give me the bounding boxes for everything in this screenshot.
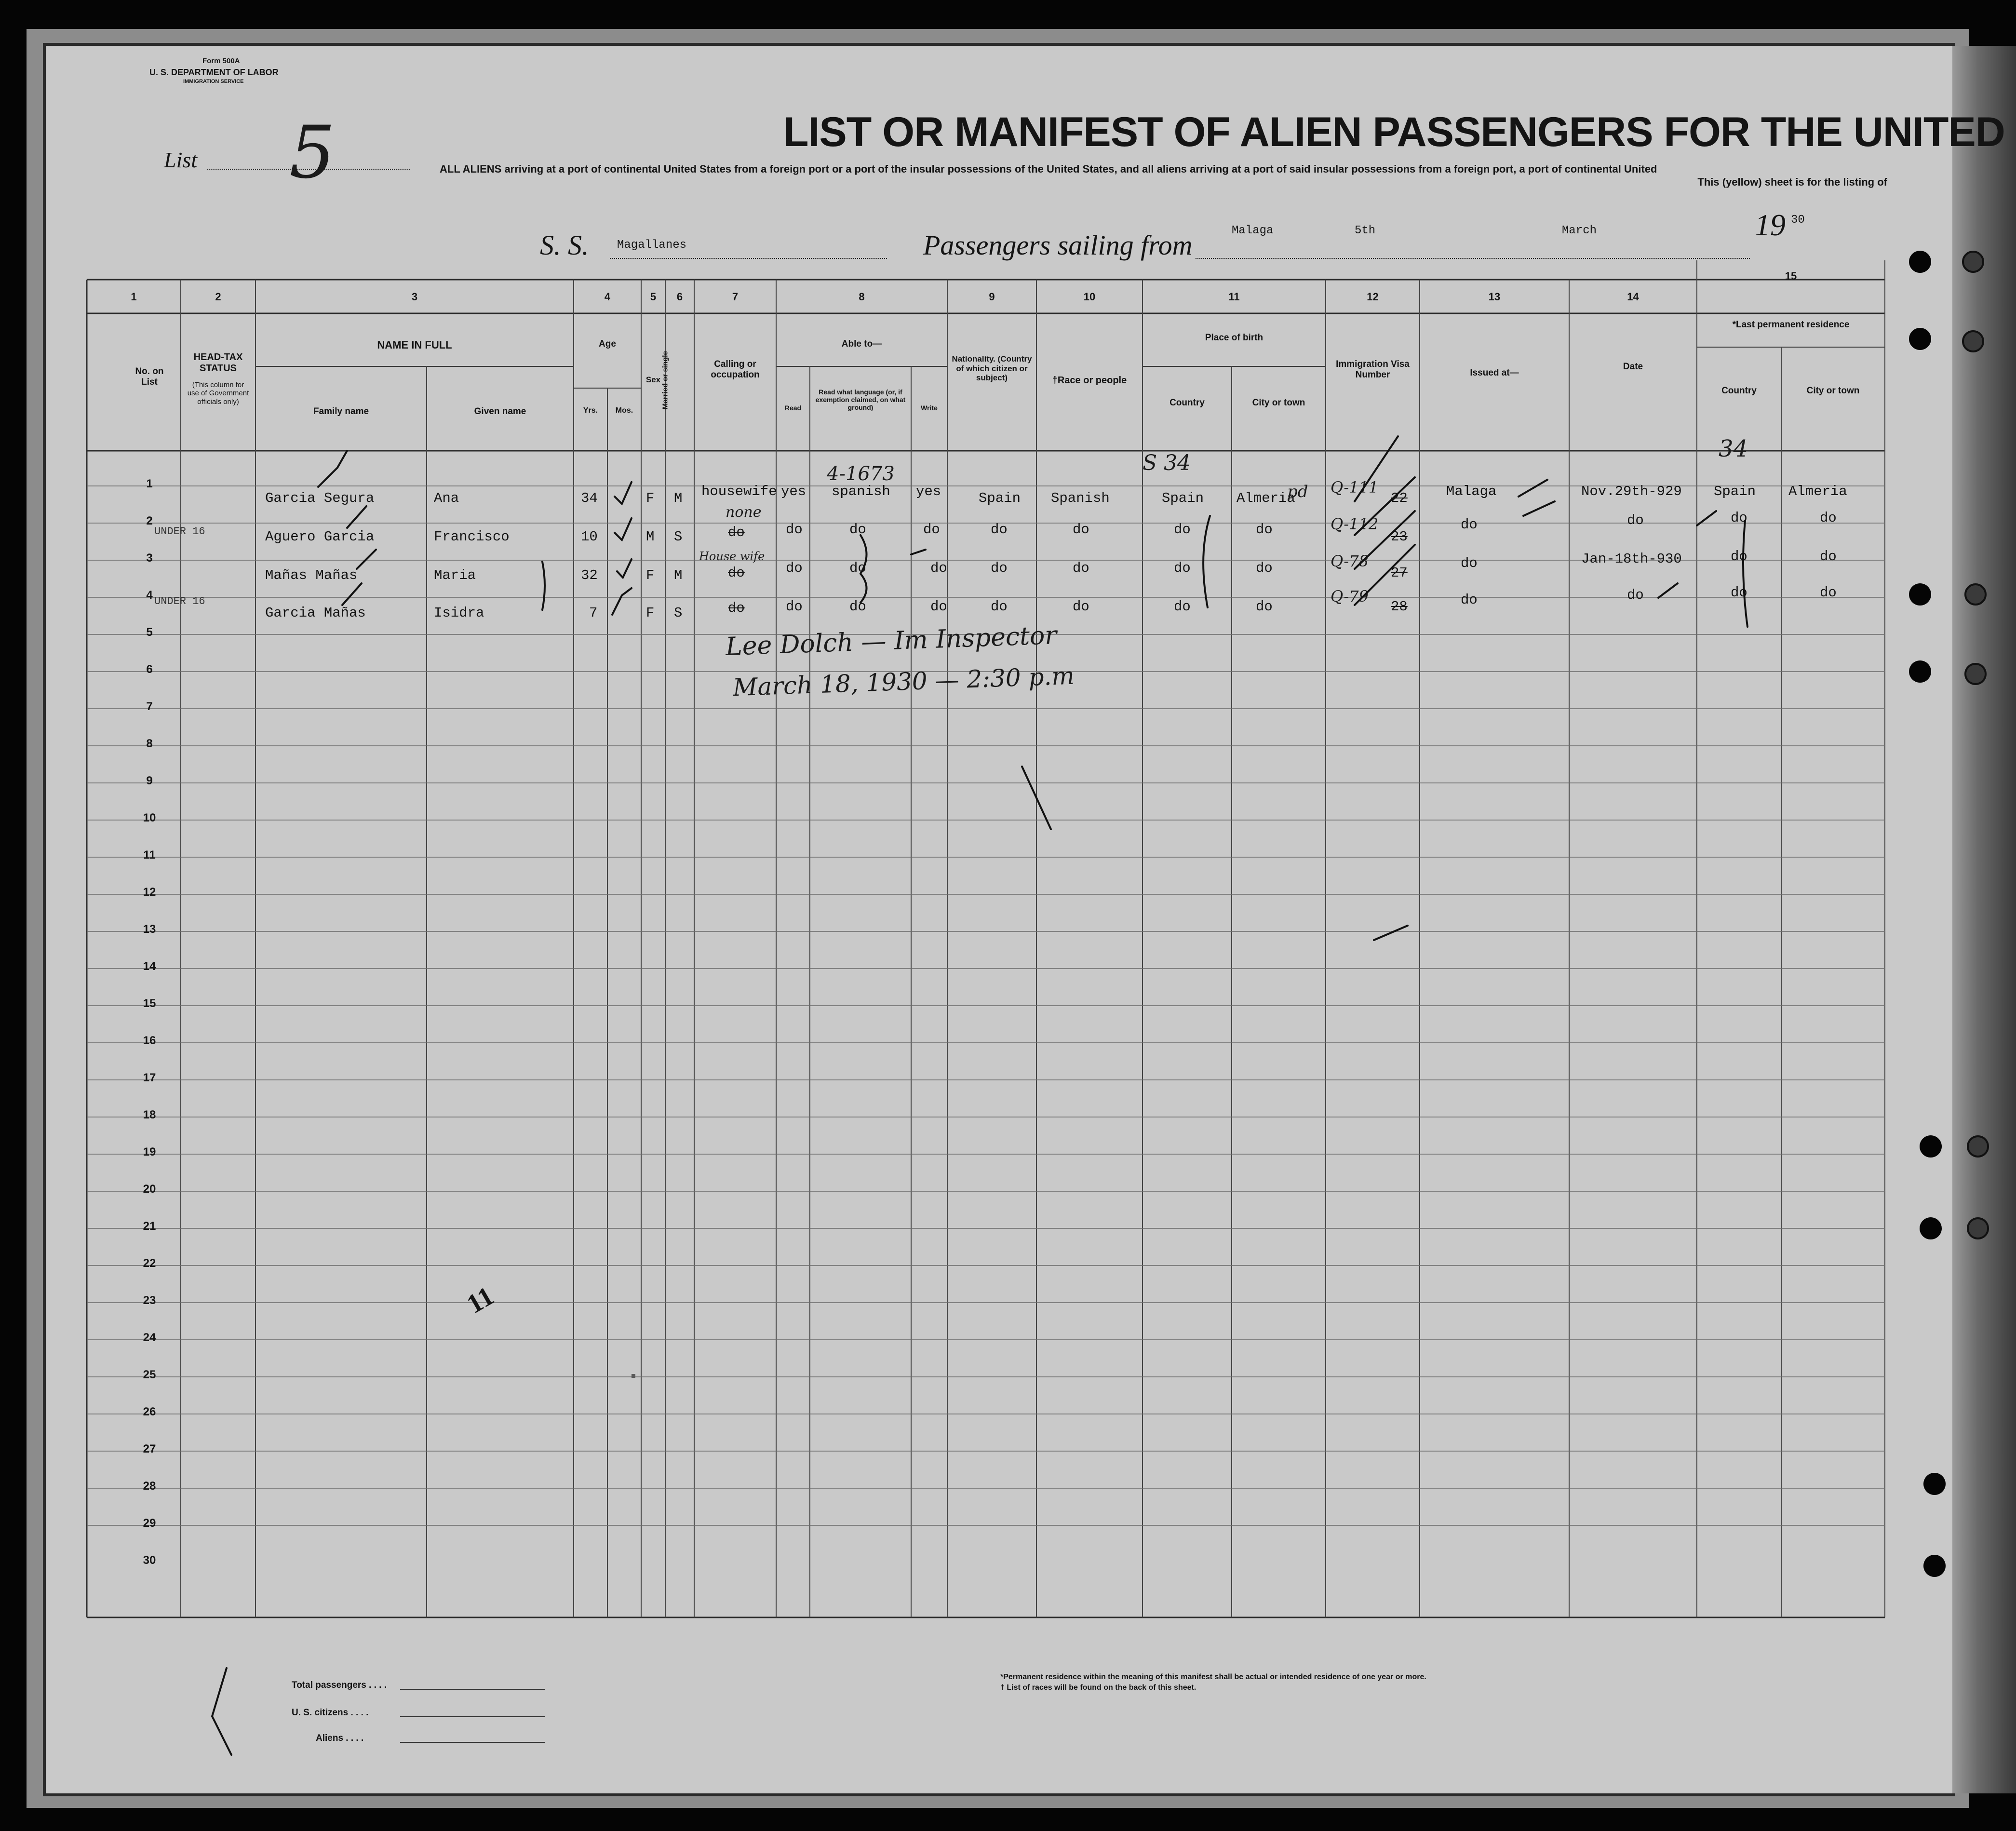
hdr-name-in-full: NAME IN FULL	[377, 339, 452, 351]
language: spanish	[832, 484, 890, 499]
visa-handwritten: Q-112	[1331, 515, 1379, 533]
race: do	[1073, 560, 1089, 576]
row-number: 11	[143, 848, 156, 862]
row-number: 26	[143, 1405, 156, 1418]
birth-country: do	[1174, 560, 1191, 576]
issued-at: do	[1461, 555, 1478, 571]
head-tax-status: UNDER 16	[154, 525, 205, 538]
pd-mark: pd	[1287, 482, 1308, 501]
subtitle-line1: ALL ALIENS arriving at a port of continental United States from a foreign port or a port of the insular possessions of the United States, and all aliens arriving at a port of said insular possessions from a foreign port, a port of continental United	[440, 163, 1657, 175]
family-name: Garcia Mañas	[265, 605, 366, 621]
row-number: 1	[146, 477, 153, 490]
hdr-birth-city: City or town	[1252, 398, 1305, 408]
language: do	[849, 560, 866, 576]
subtitle-line2: This (yellow) sheet is for the listing of	[1697, 176, 1887, 188]
given-name: Francisco	[434, 529, 510, 545]
visa-handwritten: Q-79	[1331, 587, 1369, 606]
sex: M	[646, 529, 655, 545]
inspector-signature: Lee Dolch — Im Inspector	[725, 621, 1058, 661]
row-number: 19	[143, 1145, 156, 1158]
visa-number: 27	[1391, 565, 1408, 581]
aliens-line	[400, 1742, 545, 1743]
nationality: do	[991, 599, 1008, 615]
manifest-title: LIST OR MANIFEST OF ALIEN PASSENGERS FOR THE UNITED	[783, 109, 2005, 155]
sex: F	[646, 567, 655, 583]
sex: F	[646, 490, 655, 506]
list-number: 5	[289, 111, 336, 195]
row-number: 4	[146, 589, 153, 602]
row-number: 29	[143, 1517, 156, 1530]
binder-hole	[1920, 1135, 1942, 1158]
given-name: Maria	[434, 567, 476, 583]
row-number: 12	[143, 886, 156, 899]
col-num-11: 11	[1228, 291, 1240, 303]
row-number: 20	[143, 1183, 156, 1196]
hdr-head-tax-note: (This column for use of Government officials only)	[187, 381, 249, 406]
birth-country: Spain	[1162, 490, 1204, 506]
col-num-7: 7	[732, 291, 739, 303]
read: do	[786, 599, 803, 615]
hdr-birth-country: Country	[1169, 398, 1205, 408]
margin-mark: 11	[462, 1280, 499, 1320]
hdr-no-on-list: No. on List	[135, 366, 164, 387]
visa-handwritten: Q-111	[1331, 478, 1379, 497]
given-name: Ana	[434, 490, 459, 506]
family-name: Mañas Mañas	[265, 567, 358, 583]
hdr-able-to: Able to—	[841, 339, 882, 349]
col-num-6: 6	[676, 291, 683, 303]
occupation: do	[728, 565, 745, 581]
col-num-8: 8	[859, 291, 865, 303]
race: Spanish	[1051, 490, 1110, 506]
hdr-sex: Sex	[645, 375, 661, 384]
hdr-write: Write	[921, 404, 938, 412]
binder-hole-underlying	[1967, 1135, 1989, 1158]
res-country: Spain	[1714, 484, 1756, 499]
birth-city: Almeria	[1236, 490, 1295, 506]
row-number: 15	[143, 997, 156, 1010]
birth-note: S 34	[1142, 451, 1191, 475]
hdr-head-tax: HEAD-TAX STATUS	[193, 352, 243, 374]
hdr-last-residence: *Last permanent residence	[1732, 320, 1850, 330]
issued-at: do	[1461, 517, 1478, 533]
binder-hole	[1923, 1473, 1946, 1495]
row-number: 17	[143, 1071, 156, 1084]
binder-hole-underlying	[1964, 583, 1987, 606]
col-num-1: 1	[131, 291, 137, 303]
binder-hole	[1920, 1217, 1942, 1239]
col-num-4: 4	[604, 291, 611, 303]
col-num-10: 10	[1083, 291, 1096, 303]
row-number: 2	[146, 514, 153, 527]
service-label: IMMIGRATION SERVICE	[183, 79, 244, 84]
age-years: 34	[581, 490, 598, 506]
binder-hole	[1909, 328, 1931, 350]
col-num-2: 2	[215, 291, 221, 303]
occupation-note-2: House wife	[699, 550, 765, 563]
marital-status: S	[674, 605, 683, 621]
inspection-datetime: March 18, 1930 — 2:30 p.m	[732, 661, 1075, 702]
hdr-res-country: Country	[1721, 386, 1757, 396]
marital-status: S	[674, 529, 683, 545]
row-number: 25	[143, 1368, 156, 1381]
visa-date: do	[1627, 587, 1644, 603]
hdr-yrs: Yrs.	[583, 406, 598, 415]
row-number: 16	[143, 1034, 156, 1047]
nationality: do	[991, 522, 1008, 538]
hdr-read-language: Read what language (or, if exemption claimed, on what ground)	[815, 388, 906, 412]
nationality: do	[991, 560, 1008, 576]
sailing-label: Passengers sailing from	[923, 229, 1193, 261]
nationality: Spain	[979, 490, 1021, 506]
col-num-12: 12	[1367, 291, 1379, 303]
head-tax-status: UNDER 16	[154, 595, 205, 607]
sailing-day: 5th	[1355, 224, 1376, 237]
residence-note: 34	[1719, 435, 1748, 462]
row-number: 5	[146, 626, 153, 639]
language-note: 4-1673	[827, 463, 895, 485]
family-name: Aguero Garcia	[265, 529, 375, 545]
row-number: 6	[146, 663, 153, 676]
binder-hole-underlying	[1962, 251, 1984, 273]
res-city: do	[1820, 585, 1837, 601]
footnote-races: † List of races will be found on the back of this sheet.	[1000, 1683, 1196, 1692]
given-name: Isidra	[434, 605, 484, 621]
hdr-date: Date	[1623, 362, 1643, 372]
hdr-visa: Immigration Visa Number	[1336, 359, 1410, 380]
year-prefix: 19	[1755, 208, 1786, 242]
hdr-family-name: Family name	[313, 406, 369, 417]
ship-name: Magallanes	[617, 239, 687, 252]
row-number: 18	[143, 1108, 156, 1121]
visa-number: 28	[1391, 599, 1408, 615]
form-number: Form 500A	[202, 57, 240, 65]
age-years: 10	[581, 529, 598, 545]
footnote-residence: *Permanent residence within the meaning of this manifest shall be actual or intended residence of one year or more.	[1000, 1673, 1426, 1681]
read: do	[786, 522, 803, 538]
race: do	[1073, 522, 1089, 538]
row-number: 23	[143, 1294, 156, 1307]
col-num-13: 13	[1488, 291, 1501, 303]
binder-hole	[1909, 251, 1931, 273]
total-line	[400, 1689, 545, 1690]
row-number: 21	[143, 1220, 156, 1233]
hdr-mos: Mos.	[615, 406, 633, 415]
ss-label: S. S.	[540, 229, 589, 261]
department-label: U. S. DEPARTMENT OF LABOR	[149, 67, 279, 77]
language: do	[849, 599, 866, 615]
col-num-5: 5	[650, 291, 657, 303]
hdr-race: †Race or people	[1052, 375, 1127, 386]
issued-at: Malaga	[1446, 484, 1497, 499]
row-number: 14	[143, 960, 156, 973]
hdr-age: Age	[599, 339, 616, 349]
occupation-note: none	[726, 504, 762, 521]
hdr-married: Married or single	[661, 351, 670, 410]
row-number: 27	[143, 1442, 156, 1455]
row-number: 8	[146, 737, 153, 750]
year-suffix: 30	[1791, 214, 1805, 227]
res-city: Almeria	[1788, 484, 1847, 499]
birth-country: do	[1174, 599, 1191, 615]
issued-at: do	[1461, 592, 1478, 608]
write: yes	[916, 484, 941, 499]
hdr-res-city: City or town	[1806, 386, 1860, 396]
sailing-month: March	[1562, 224, 1597, 237]
hdr-nationality: Nationality. (Country of which citizen or subject)	[952, 354, 1032, 383]
occupation: do	[728, 600, 745, 616]
hdr-issued-at: Issued at—	[1470, 368, 1519, 378]
col-num-15: 15	[1785, 270, 1797, 282]
row-number: 10	[143, 811, 156, 824]
binder-hole-underlying	[1967, 1217, 1989, 1239]
res-city: do	[1820, 510, 1837, 526]
res-country: do	[1731, 510, 1747, 526]
res-city: do	[1820, 549, 1837, 565]
family-name: Garcia Segura	[265, 490, 375, 506]
res-country: do	[1731, 549, 1747, 565]
row-number: 3	[146, 552, 153, 565]
visa-date: do	[1627, 512, 1644, 528]
language: do	[849, 522, 866, 538]
write: do	[923, 522, 940, 538]
race: do	[1073, 599, 1089, 615]
visa-number: 22	[1391, 490, 1408, 506]
binder-hole-underlying	[1964, 663, 1987, 685]
hdr-calling: Calling or occupation	[711, 359, 760, 380]
col-num-9: 9	[989, 291, 995, 303]
row-number: 28	[143, 1480, 156, 1493]
row-number: 22	[143, 1257, 156, 1270]
hdr-place-of-birth: Place of birth	[1205, 333, 1263, 343]
birth-city: do	[1256, 522, 1273, 538]
col-num-14: 14	[1627, 291, 1639, 303]
birth-city: do	[1256, 599, 1273, 615]
us-citizens-label: U. S. citizens . . . .	[292, 1708, 369, 1718]
col-num-3: 3	[411, 291, 418, 303]
visa-date: Jan-18th-930	[1581, 551, 1682, 567]
binder-hole	[1923, 1555, 1946, 1577]
age-years: 32	[581, 567, 598, 583]
write: do	[930, 560, 947, 576]
hdr-read: Read	[784, 404, 802, 412]
total-passengers-label: Total passengers . . . .	[292, 1680, 387, 1690]
row-number: 24	[143, 1331, 156, 1344]
aliens-label: Aliens . . . .	[316, 1733, 364, 1743]
binder-hole-underlying	[1962, 330, 1984, 352]
visa-handwritten: Q-78	[1331, 552, 1369, 570]
visa-date: Nov.29th-929	[1581, 484, 1682, 499]
port-name: Malaga	[1232, 224, 1274, 237]
row-number: 13	[143, 923, 156, 936]
sex: F	[646, 605, 655, 621]
read: do	[786, 560, 803, 576]
occupation: housewife	[701, 484, 777, 499]
row-number: 30	[143, 1554, 156, 1567]
list-label: List	[164, 148, 198, 172]
age-years: 7	[589, 605, 598, 621]
marital-status: M	[674, 567, 683, 583]
visa-number: 23	[1391, 529, 1408, 545]
res-country: do	[1731, 585, 1747, 601]
birth-country: do	[1174, 522, 1191, 538]
write: do	[930, 599, 947, 615]
row-number: 7	[146, 700, 153, 713]
citizens-line	[400, 1716, 545, 1717]
birth-city: do	[1256, 560, 1273, 576]
occupation: do	[728, 525, 745, 540]
marital-status: M	[674, 490, 683, 506]
binder-hole	[1909, 660, 1931, 683]
read: yes	[781, 484, 806, 499]
hdr-given-name: Given name	[474, 406, 526, 417]
binder-hole	[1909, 583, 1931, 606]
row-number: 9	[146, 774, 153, 787]
